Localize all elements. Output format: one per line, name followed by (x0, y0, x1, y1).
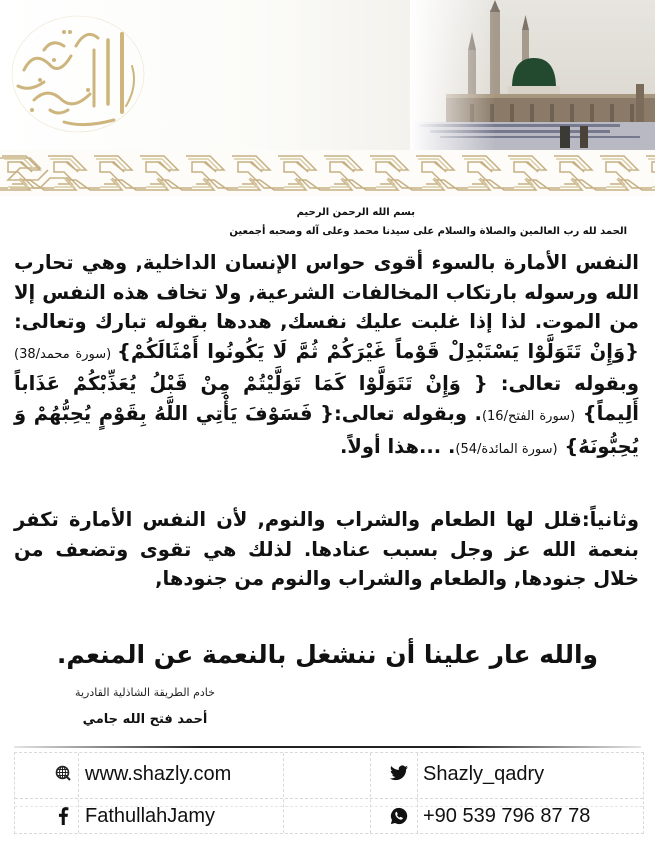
signature-name: أحمد فتح الله جامي (82, 712, 208, 727)
signature-title: خادم الطريقة الشاذلية القادرية (75, 686, 215, 699)
paragraph-1-text-d: . ...هذا أولاً. (339, 434, 456, 458)
quran-reference-muhammad: (سورة محمد/38) (14, 346, 117, 362)
ornament-knot (324, 156, 376, 190)
paragraph-1-text-a: النفس الأمارة بالسوء أقوى حواس الإنسان الداخلية, وهي تحارب الله ورسوله بارتكاب المخالفات الشرعية, ولا تخاف هذه النفس إلا من الموت. لذا إذا غلبت عليك نفسك, هددها بقوله تبارك وتعالى: {وَإِنْ تَتَوَلَّوْا يَسْتَبْدِلْ قَوْماً غَيْرَكُمْ ثُمَّ لَا يَكُونُوا أَمْثَالَكُمْ} (14, 251, 639, 363)
twitter-icon (389, 763, 409, 783)
ornamental-border (0, 150, 655, 196)
ornament-knot (508, 156, 560, 190)
basmala: بسم الله الرحمن الرحيم (296, 207, 415, 218)
ornament-knot (370, 156, 422, 190)
ornament-knot (48, 156, 100, 190)
paragraph-1-text-c: . وبقوله تعالى:{ فَسَوْفَ يَأْتِي اللَّهُ بِقَوْمٍ يُحِبُّهُمْ وَ يُحِبُّونَهُ} (14, 401, 639, 458)
grid-line (417, 753, 418, 833)
whatsapp-icon (389, 806, 409, 826)
ornament-knot (646, 156, 655, 190)
twitter-link[interactable]: Shazly_qadry (423, 762, 545, 785)
globe-icon (53, 763, 73, 783)
mosque-image (410, 0, 655, 150)
ornament-knot (0, 156, 8, 190)
ornament-knot (600, 156, 652, 190)
quran-reference-maidah: (سورة المائدة/54) (455, 441, 558, 457)
ornament-knot (232, 156, 284, 190)
paragraph-2: وثانياً:قلل لها الطعام والشراب والنوم, لأن النفس الأمارة تكفر بنعمة الله عز وجل بسبب عنادها. لذلك هي تقوى وتضعف من خلال جنودها, والطعام والشراب والنوم من جنودها, (14, 508, 639, 591)
quran-reference-fath: (سورة الفتح/16) (481, 408, 576, 424)
ornament-knot (554, 156, 606, 190)
ornament-knot (140, 156, 192, 190)
grid-line (283, 753, 284, 833)
divider (14, 746, 641, 748)
closing-statement: والله عار علينا أن ننشغل بالنعمة عن المنعم. (56, 640, 599, 669)
ornament-knot (186, 156, 238, 190)
contacts-table (14, 752, 644, 834)
facebook-icon (53, 806, 73, 826)
ornament-knot (462, 156, 514, 190)
website-link[interactable]: www.shazly.com (85, 762, 232, 785)
paragraph-1 (14, 248, 639, 464)
facebook-link[interactable]: FathullahJamy (85, 804, 216, 827)
ornament-knot (416, 156, 468, 190)
ornament-knot (278, 156, 330, 190)
phone-number[interactable]: +90 539 796 87 78 (423, 804, 591, 827)
calligraphy-logo (4, 10, 152, 138)
ornament-knot (94, 156, 146, 190)
opening-praise: الحمد لله رب العالمين والصلاة والسلام على سيدنا محمد وعلى آله وصحبه أجمعين (229, 226, 627, 237)
paragraph-1-text-b: وبقوله تعالى: { وَإِنْ تَتَوَلَّوْا كَمَا تَوَلَّيْتُمْ مِنْ قَبْلُ يُعَذِّبْكُمْ عَذَاباً أَلِيماً} (14, 372, 639, 425)
ornament-knot (2, 156, 54, 190)
grid-line (370, 753, 371, 833)
grid-line (78, 753, 79, 833)
header-banner (0, 0, 655, 150)
